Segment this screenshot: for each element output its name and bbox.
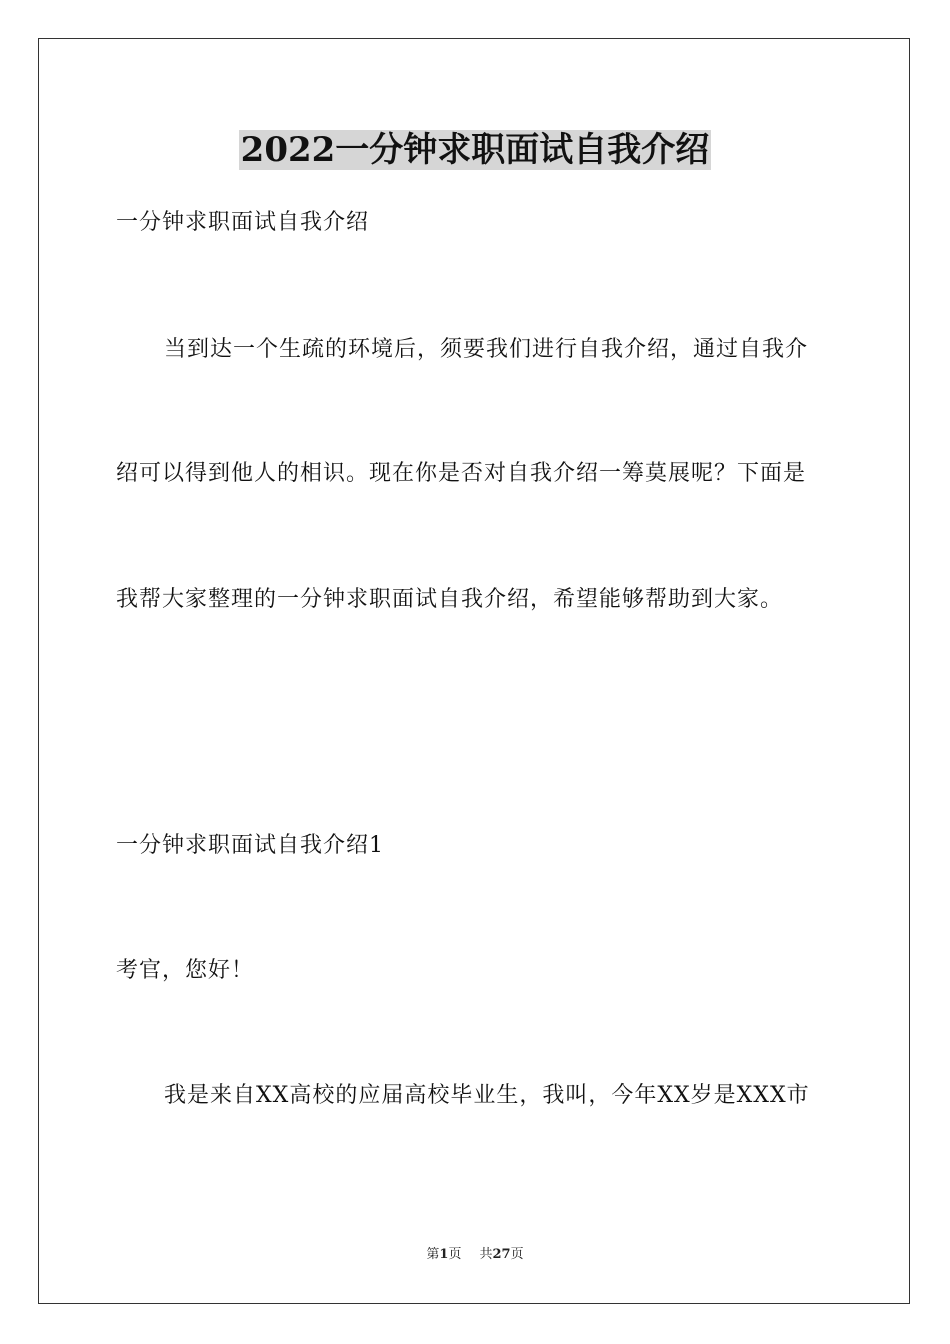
document-title — [0, 125, 950, 175]
paragraph-line: 绍可以得到他人的相识。现在你是否对自我介绍一筹莫展呢？下面是 — [116, 461, 807, 486]
footer-total-prefix: 共 — [479, 1247, 493, 1262]
paragraph-line: 我帮大家整理的一分钟求职面试自我介绍，希望能够帮助到大家。 — [116, 587, 784, 612]
greeting-line: 考官，您好！ — [116, 958, 255, 983]
footer-total-pages: 27 — [492, 1247, 511, 1262]
section-heading: 一分钟求职面试自我介绍1 — [116, 833, 384, 858]
footer-page-prefix: 第 — [426, 1247, 440, 1262]
paragraph-line: 我是来自XX高校的应届高校毕业生，我叫，今年XX岁是XXX市 — [164, 1083, 810, 1108]
footer-page-number: 1 — [439, 1247, 449, 1262]
page-footer — [0, 1246, 950, 1264]
intro-heading: 一分钟求职面试自我介绍 — [116, 210, 370, 235]
footer-total-suffix: 页 — [510, 1247, 524, 1262]
footer-page-suffix: 页 — [448, 1247, 462, 1262]
paragraph-line: 当到达一个生疏的环境后，须要我们进行自我介绍，通过自我介 — [164, 337, 809, 362]
document-title-text: 2022一分钟求职面试自我介绍 — [240, 130, 710, 170]
